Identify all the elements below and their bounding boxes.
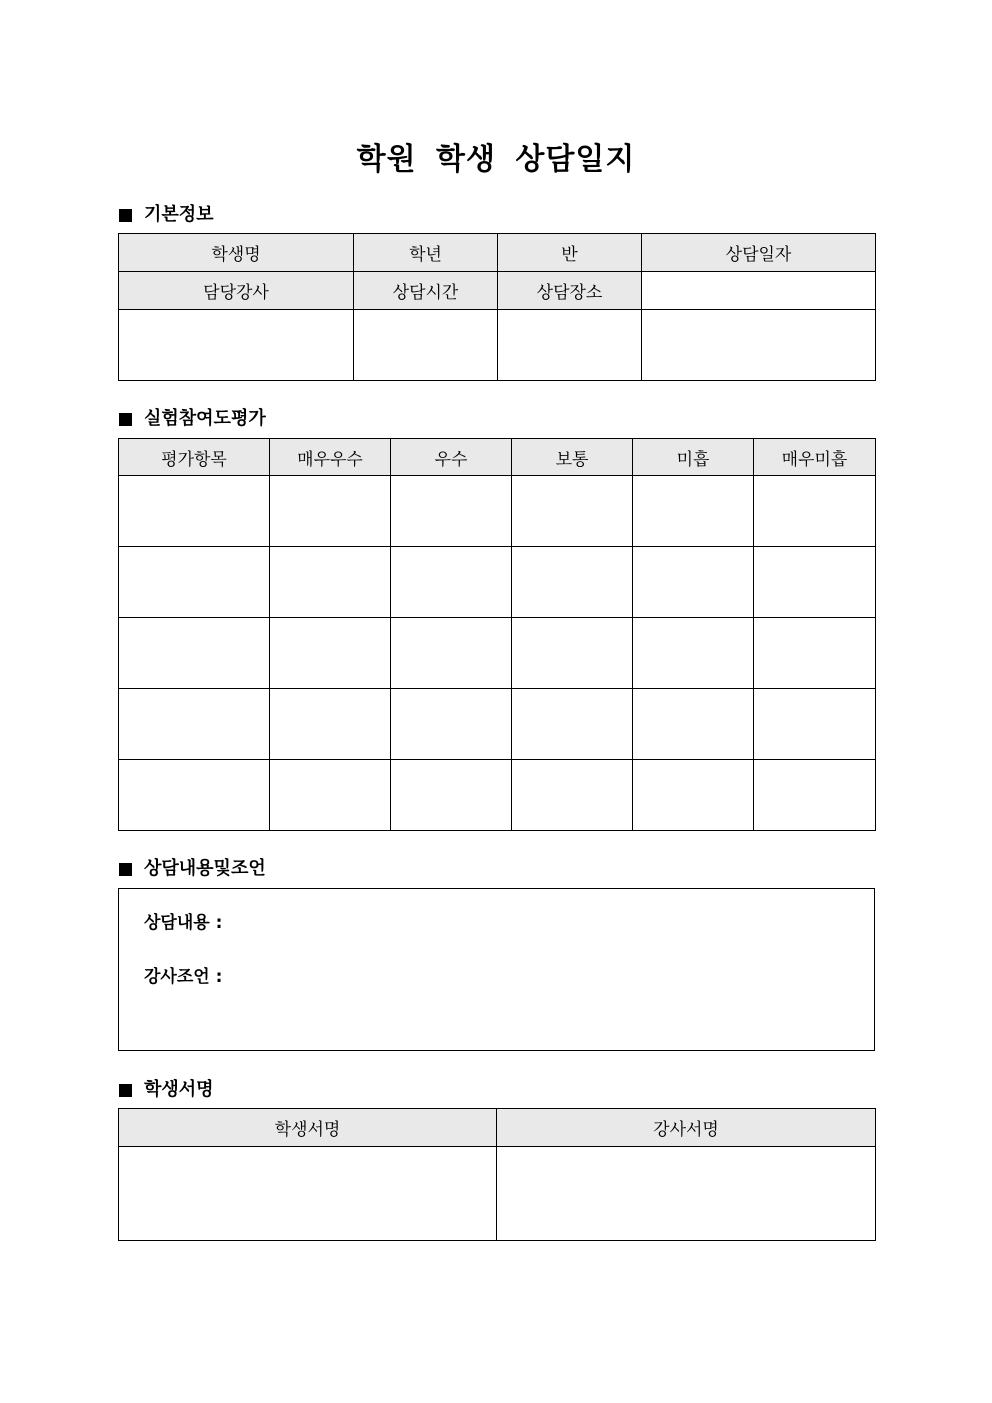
section-heading-label: 기본정보 [144, 204, 214, 225]
header-student-name: 학생명 [119, 234, 354, 272]
header-teacher-signature: 강사서명 [497, 1109, 876, 1147]
table-row [119, 547, 876, 618]
counsel-memo-box[interactable] [118, 888, 875, 1051]
eval-cell[interactable] [270, 618, 391, 689]
eval-cell[interactable] [391, 689, 512, 760]
eval-cell[interactable] [512, 689, 633, 760]
section-heading-label: 실험참여도평가 [144, 408, 266, 429]
signature-table [118, 1108, 876, 1241]
header-very-good: 매우우수 [270, 439, 391, 476]
eval-cell[interactable] [512, 760, 633, 831]
header-student-signature: 학생서명 [119, 1109, 497, 1147]
counsel-date-value-cell[interactable] [642, 272, 876, 310]
teacher-value-cell[interactable] [119, 310, 354, 381]
table-row [119, 760, 876, 831]
square-bullet-icon [119, 413, 132, 426]
teacher-advice-label: 강사조언 : [144, 967, 223, 987]
section-heading-label: 상담내용및조언 [144, 858, 266, 879]
eval-cell[interactable] [633, 476, 754, 547]
eval-cell[interactable] [633, 760, 754, 831]
section-heading-basic [119, 204, 214, 226]
eval-cell[interactable] [754, 689, 876, 760]
eval-cell[interactable] [119, 689, 270, 760]
eval-cell[interactable] [633, 618, 754, 689]
header-grade: 학년 [354, 234, 498, 272]
eval-cell[interactable] [270, 476, 391, 547]
eval-cell[interactable] [512, 618, 633, 689]
table-row [119, 310, 876, 381]
eval-cell[interactable] [270, 547, 391, 618]
eval-cell[interactable] [119, 476, 270, 547]
table-row [119, 234, 876, 272]
basic-info-table [118, 233, 876, 381]
table-row [119, 439, 876, 476]
eval-cell[interactable] [119, 760, 270, 831]
eval-cell[interactable] [633, 547, 754, 618]
eval-cell[interactable] [391, 760, 512, 831]
eval-cell[interactable] [633, 689, 754, 760]
header-counsel-time: 상담시간 [354, 272, 498, 310]
section-heading-label: 학생서명 [144, 1079, 214, 1100]
eval-cell[interactable] [119, 618, 270, 689]
eval-cell[interactable] [270, 689, 391, 760]
section-heading-signature [119, 1079, 214, 1101]
table-row [119, 476, 876, 547]
header-eval-item: 평가항목 [119, 439, 270, 476]
eval-cell[interactable] [391, 618, 512, 689]
header-poor: 미흡 [633, 439, 754, 476]
eval-cell[interactable] [270, 760, 391, 831]
counsel-place-value-cell[interactable] [498, 310, 642, 381]
square-bullet-icon [119, 863, 132, 876]
eval-cell[interactable] [391, 547, 512, 618]
header-average: 보통 [512, 439, 633, 476]
header-counsel-place: 상담장소 [498, 272, 642, 310]
evaluation-table [118, 438, 876, 831]
eval-cell[interactable] [754, 476, 876, 547]
table-row [119, 272, 876, 310]
table-row [119, 1109, 876, 1147]
page-title: 학원 학생 상담일지 [356, 142, 636, 177]
blank-value-cell[interactable] [642, 310, 876, 381]
eval-cell[interactable] [754, 547, 876, 618]
teacher-signature-cell[interactable] [497, 1147, 876, 1241]
eval-cell[interactable] [391, 476, 512, 547]
header-class: 반 [498, 234, 642, 272]
table-row [119, 1147, 876, 1241]
table-row [119, 689, 876, 760]
counsel-content-label: 상담내용 : [144, 913, 223, 933]
square-bullet-icon [119, 1084, 132, 1097]
eval-cell[interactable] [119, 547, 270, 618]
header-teacher: 담당강사 [119, 272, 354, 310]
square-bullet-icon [119, 209, 132, 222]
student-signature-cell[interactable] [119, 1147, 497, 1241]
header-counsel-date: 상담일자 [642, 234, 876, 272]
eval-cell[interactable] [754, 618, 876, 689]
eval-cell[interactable] [512, 547, 633, 618]
section-heading-counsel [119, 858, 266, 880]
section-heading-evaluation [119, 408, 266, 430]
header-good: 우수 [391, 439, 512, 476]
counsel-time-value-cell[interactable] [354, 310, 498, 381]
header-very-poor: 매우미흡 [754, 439, 876, 476]
eval-cell[interactable] [512, 476, 633, 547]
table-row [119, 618, 876, 689]
eval-cell[interactable] [754, 760, 876, 831]
